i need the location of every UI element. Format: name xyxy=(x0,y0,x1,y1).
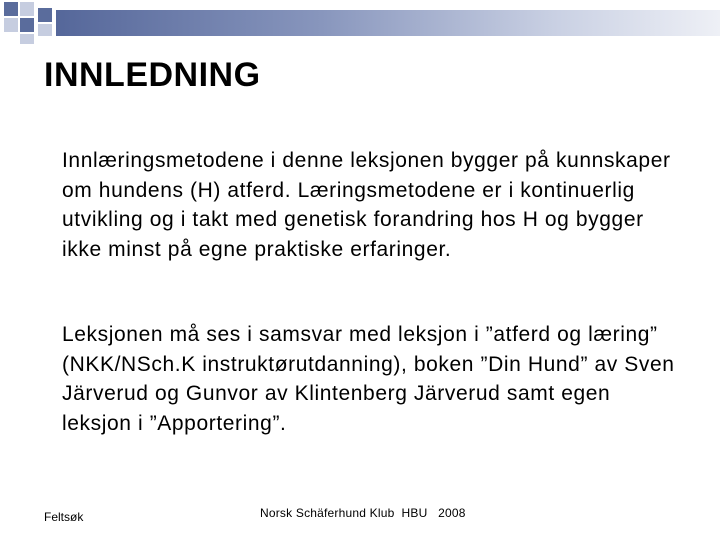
decor-square xyxy=(38,24,52,36)
body-paragraph: Innlæringsmetodene i denne leksjonen bygger på kunnskaper om hundens (H) atferd. Læringsmetodene er i kontinuerlig utvikling og i takt med genetisk forandring hos H og bygger ikke minst på egne praktiske erfaringer. xyxy=(62,149,671,261)
header-gradient-band xyxy=(56,10,720,36)
body-paragraph: Leksjonen må ses i samsvar med leksjon i ”atferd og læring” (NKK/NSch.K instruktørutdanning), boken ”Din Hund” av Sven Järverud og Gunvor av Klintenberg Järverud samt egen leksjon i ”Apportering”. xyxy=(62,323,675,435)
decor-square xyxy=(4,2,18,16)
footer-left-text: Feltsøk xyxy=(44,510,84,524)
decor-square xyxy=(20,2,34,16)
decor-square xyxy=(20,18,34,32)
decor-square xyxy=(38,8,52,22)
decor-square xyxy=(4,18,18,32)
footer-center-text: Norsk Schäferhund Klub HBU 2008 xyxy=(260,506,466,520)
slide-title: INNLEDNING xyxy=(44,56,261,94)
decor-square xyxy=(20,34,34,44)
